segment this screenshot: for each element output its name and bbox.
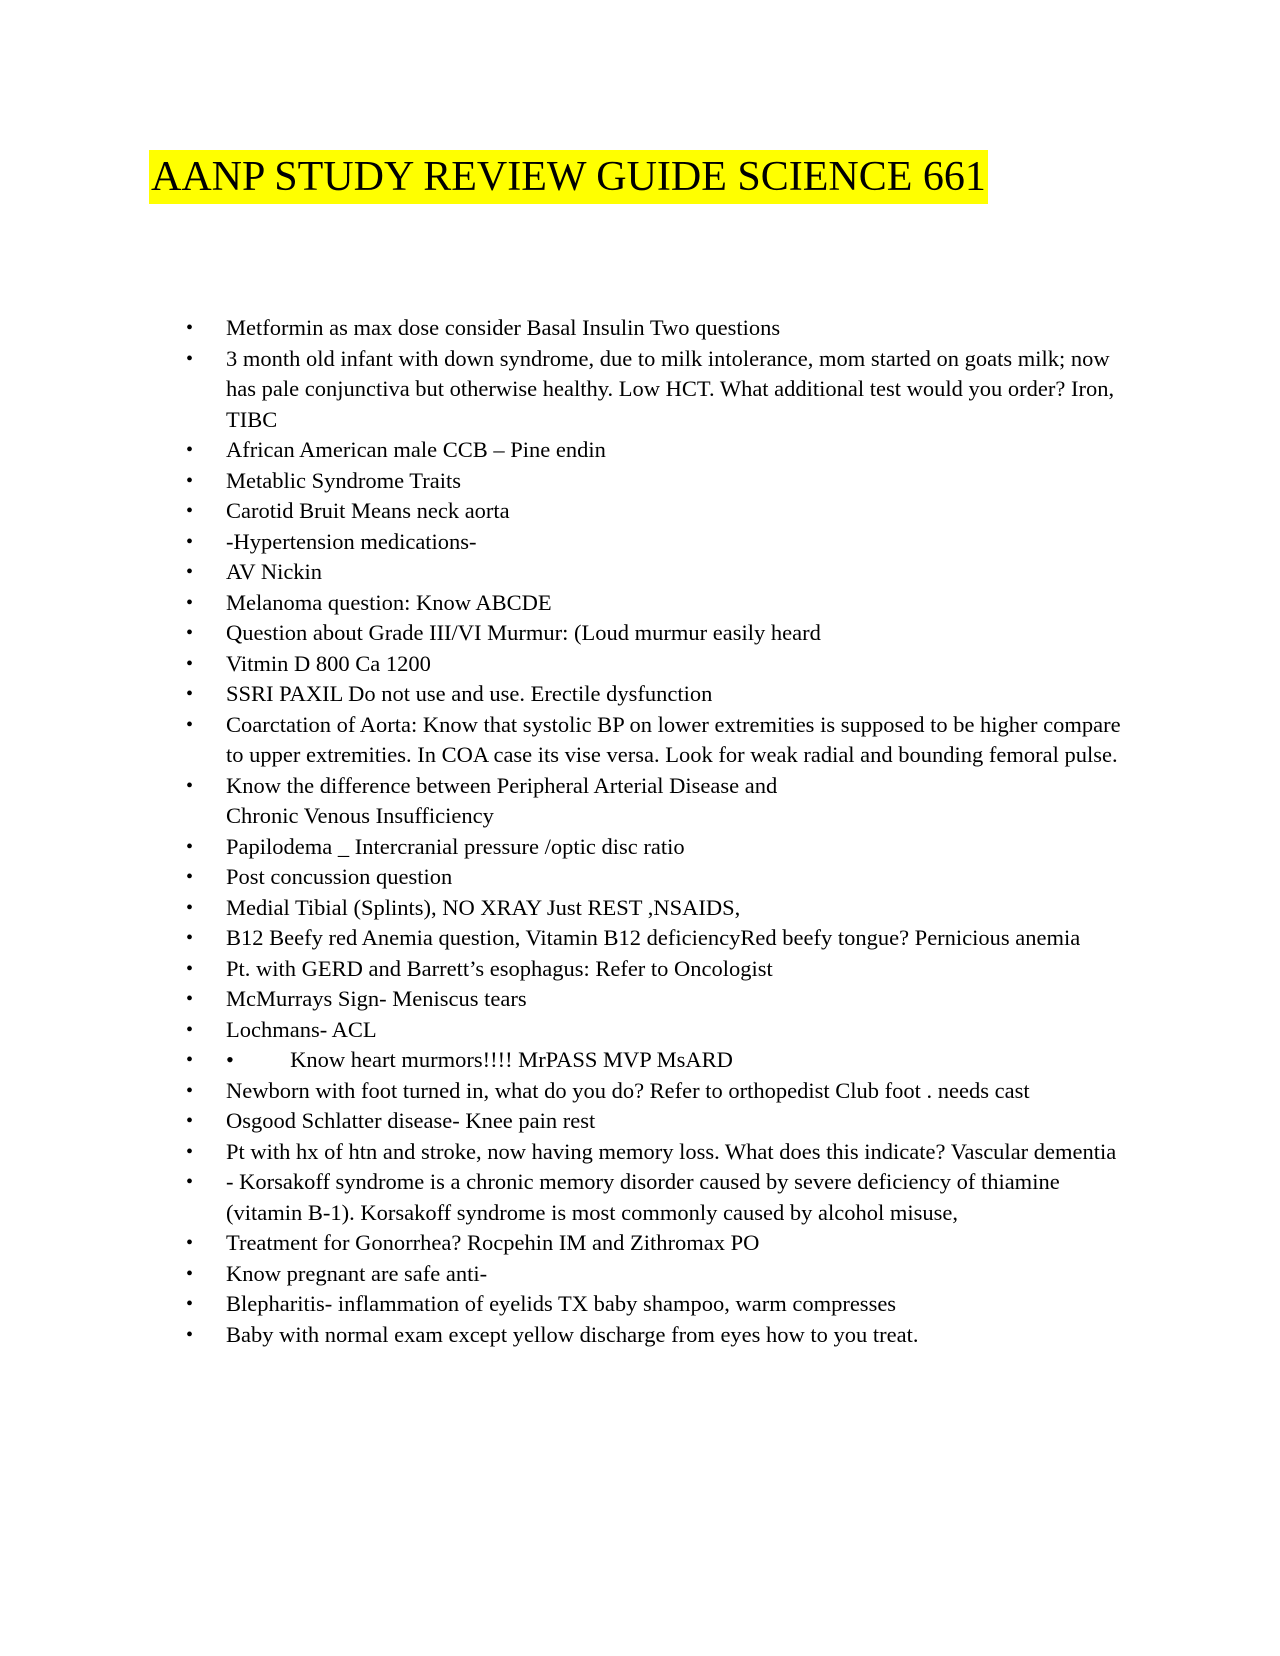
list-item-text: Newborn with foot turned in, what do you do? Refer to orthopedist Club foot . needs cast bbox=[226, 1077, 1030, 1103]
list-item bbox=[186, 466, 1126, 497]
list-item bbox=[186, 1228, 1126, 1259]
list-item-text: Osgood Schlatter disease- Knee pain rest bbox=[226, 1108, 596, 1133]
list-item bbox=[186, 893, 1126, 924]
list-item-text: Lochmans- ACL bbox=[226, 1016, 377, 1042]
list-item-text: Baby with normal exam except yellow discharge from eyes how to you treat. bbox=[226, 1321, 919, 1347]
list-item-text: Carotid Bruit Means neck aorta bbox=[226, 498, 510, 523]
list-item-text: Coarctation of Aorta: Know that systolic BP on lower extremities is supposed to be higher compare to upper extremities. In COA case its vise versa. Look for weak radial and bounding femoral pulse. bbox=[226, 711, 1121, 767]
list-item bbox=[186, 1076, 1126, 1107]
list-item bbox=[186, 954, 1126, 985]
list-item-text: McMurrays Sign- Meniscus tears bbox=[226, 986, 527, 1011]
list-item-text: Treatment for Gonorrhea? Rocpehin IM and Zithromax PO bbox=[226, 1230, 760, 1255]
bullet-marker: • bbox=[186, 1140, 194, 1163]
list-item bbox=[186, 923, 1126, 954]
bullet-marker: • bbox=[186, 1110, 194, 1132]
list-item bbox=[186, 1167, 1126, 1228]
bullet-marker: • bbox=[186, 530, 194, 553]
list-item-text: Know pregnant are safe anti- bbox=[226, 1260, 488, 1286]
list-item bbox=[186, 313, 1126, 344]
list-item bbox=[186, 496, 1126, 527]
list-item bbox=[186, 1045, 1126, 1076]
list-item bbox=[186, 862, 1126, 893]
list-item-text: Melanoma question: Know ABCDE bbox=[226, 589, 552, 615]
bullet-marker: • bbox=[186, 713, 194, 736]
bullet-marker: • bbox=[186, 896, 194, 919]
list-item bbox=[186, 1137, 1126, 1168]
bullet-marker: • bbox=[186, 1171, 194, 1193]
list-item-text: B12 Beefy red Anemia question, Vitamin B12 deficiencyRed beefy tongue? Pernicious anemia bbox=[226, 925, 1081, 950]
list-item-text: Medial Tibial (Splints), NO XRAY Just REST ,NSAIDS, bbox=[226, 894, 741, 920]
list-item-text: African American male CCB – Pine endin bbox=[226, 437, 606, 462]
title-block bbox=[149, 150, 988, 204]
bullet-marker: • bbox=[186, 774, 194, 797]
list-item bbox=[186, 435, 1126, 466]
bullet-marker: • bbox=[186, 622, 194, 644]
bullet-marker: • bbox=[186, 591, 194, 614]
bullet-marker: • bbox=[186, 927, 194, 949]
list-item bbox=[186, 649, 1126, 680]
list-item-text: Pt with hx of htn and stroke, now having memory loss. What does this indicate? Vascular dementia bbox=[226, 1138, 1117, 1164]
bullet-marker: • bbox=[186, 866, 194, 888]
list-item-text: AV Nickin bbox=[226, 559, 323, 584]
list-item-text: Blepharitis- inflammation of eyelids TX baby shampoo, warm compresses bbox=[226, 1291, 897, 1316]
bullet-marker: • bbox=[186, 500, 194, 522]
list-item-text: Metablic Syndrome Traits bbox=[226, 467, 461, 493]
list-item bbox=[186, 679, 1126, 710]
list-item-text: 3 month old infant with down syndrome, due to milk intolerance, mom started on goats milk; now has pale conjunctiva but otherwise healthy. Low HCT. What additional test would you order? Iron, TIBC bbox=[226, 345, 1115, 432]
bullet-marker: • bbox=[186, 652, 194, 675]
list-item-text: Metformin as max dose consider Basal Insulin Two questions bbox=[226, 315, 781, 340]
list-item-text: -Hypertension medications- bbox=[226, 528, 477, 554]
bullet-marker: • bbox=[186, 1262, 194, 1285]
list-item-text: Question about Grade III/VI Murmur: (Loud murmur easily heard bbox=[226, 620, 821, 645]
list-item-text: Post concussion question bbox=[226, 864, 453, 889]
list-item bbox=[186, 344, 1126, 436]
bullet-marker: • bbox=[186, 683, 194, 705]
list-item bbox=[186, 984, 1126, 1015]
bullet-marker: • bbox=[186, 835, 194, 858]
list-item-text: - Korsakoff syndrome is a chronic memory disorder caused by severe deficiency of thiamine (vitamin B-1). Korsakoff syndrome is most commonly caused by alcohol misuse, bbox=[226, 1169, 1060, 1225]
list-item bbox=[186, 1289, 1126, 1320]
list-item bbox=[186, 618, 1126, 649]
list-item bbox=[186, 771, 1126, 832]
bullet-marker: • bbox=[186, 469, 194, 492]
list-item bbox=[186, 527, 1126, 558]
bullet-marker: • bbox=[186, 1018, 194, 1041]
bullet-marker: • bbox=[186, 561, 194, 583]
list-item-text: • Know heart murmors!!!! MrPASS MVP MsARD bbox=[226, 1047, 733, 1072]
bullet-marker: • bbox=[186, 1293, 194, 1315]
bullet-list bbox=[186, 313, 1126, 1350]
list-item-text: SSRI PAXIL Do not use and use. Erectile dysfunction bbox=[226, 681, 713, 706]
bullet-marker: • bbox=[186, 1079, 194, 1102]
list-item bbox=[186, 1259, 1126, 1290]
list-item bbox=[186, 557, 1126, 588]
bullet-marker: • bbox=[186, 439, 194, 461]
bullet-marker: • bbox=[186, 1323, 194, 1346]
list-item bbox=[186, 588, 1126, 619]
bullet-marker: • bbox=[186, 317, 194, 339]
list-item-text: Pt. with GERD and Barrett’s esophagus: Refer to Oncologist bbox=[226, 955, 773, 981]
list-item bbox=[186, 1320, 1126, 1351]
bullet-marker: • bbox=[186, 957, 194, 980]
list-item bbox=[186, 832, 1126, 863]
bullet-marker: • bbox=[186, 1049, 194, 1071]
bullet-marker: • bbox=[186, 988, 194, 1010]
list-item-text: Know the difference between Peripheral Arterial Disease and Chronic Venous Insufficiency bbox=[226, 772, 778, 828]
bullet-marker: • bbox=[186, 347, 194, 370]
bullet-marker: • bbox=[186, 1232, 194, 1254]
list-item-text: Vitmin D 800 Ca 1200 bbox=[226, 650, 431, 676]
list-item bbox=[186, 710, 1126, 771]
list-item-text: Papilodema _ Intercranial pressure /optic disc ratio bbox=[226, 833, 685, 859]
list-item bbox=[186, 1106, 1126, 1137]
list-item bbox=[186, 1015, 1126, 1046]
document-title: AANP STUDY REVIEW GUIDE SCIENCE 661 bbox=[149, 150, 988, 204]
